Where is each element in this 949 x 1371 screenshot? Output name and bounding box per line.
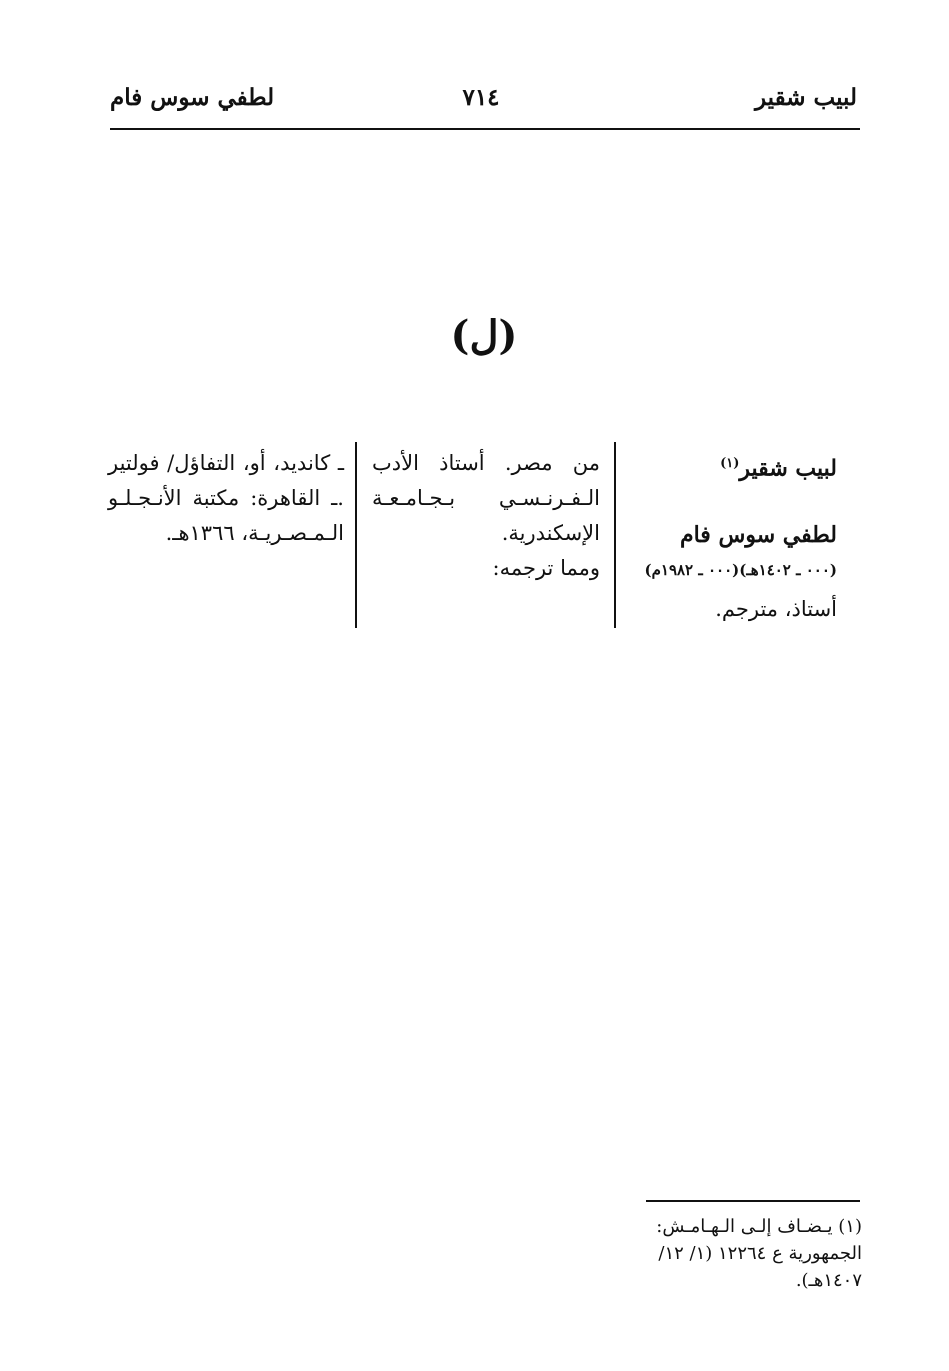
page-number: ٧١٤: [462, 84, 500, 111]
running-header-left: لطفي سوس فام: [110, 84, 275, 111]
running-header-right: لبيب شقير: [754, 84, 857, 111]
entry-name-1: لبيب شقير: [739, 455, 837, 482]
biography-text: من مصر. أستاذ الأدب الـفـرنـسـي بـجـامـعـة الإسكندرية.: [372, 451, 600, 545]
footnote-mark: (١): [720, 456, 740, 471]
works-intro: ومما ترجمه:: [492, 556, 600, 580]
section-letter: (ل): [450, 312, 518, 359]
footnote-divider: [646, 1200, 860, 1202]
work-citation: ـ كانديد، أو، التفاؤل/ فولتير .ـ القاهرة: مكتبة الأنـجـلـو الـمـصـريـة، ١٣٦٦هـ.: [108, 451, 344, 545]
column-entries: [632, 446, 837, 627]
column-works: [108, 446, 344, 551]
column-divider: [355, 442, 357, 628]
entry-name-2: لطفي سوس فام: [679, 522, 837, 549]
entry-heading-1: [632, 446, 837, 486]
header-divider: [110, 128, 860, 130]
column-divider: [614, 442, 616, 628]
entry-description-2: أستاذ، مترجم.: [715, 597, 837, 622]
entry-dates-2: (٠٠٠ ـ ١٤٠٢هـ)(٠٠٠ ـ ١٩٨٢م): [644, 561, 837, 580]
footnote: [640, 1213, 862, 1294]
footnote-text: (١) يـضـاف إلـى الـهـامـش: الجمهورية ع ١٢٢٦٤ (١/ ١٢/ ١٤٠٧هـ).: [656, 1216, 862, 1291]
column-biography: [372, 446, 600, 586]
